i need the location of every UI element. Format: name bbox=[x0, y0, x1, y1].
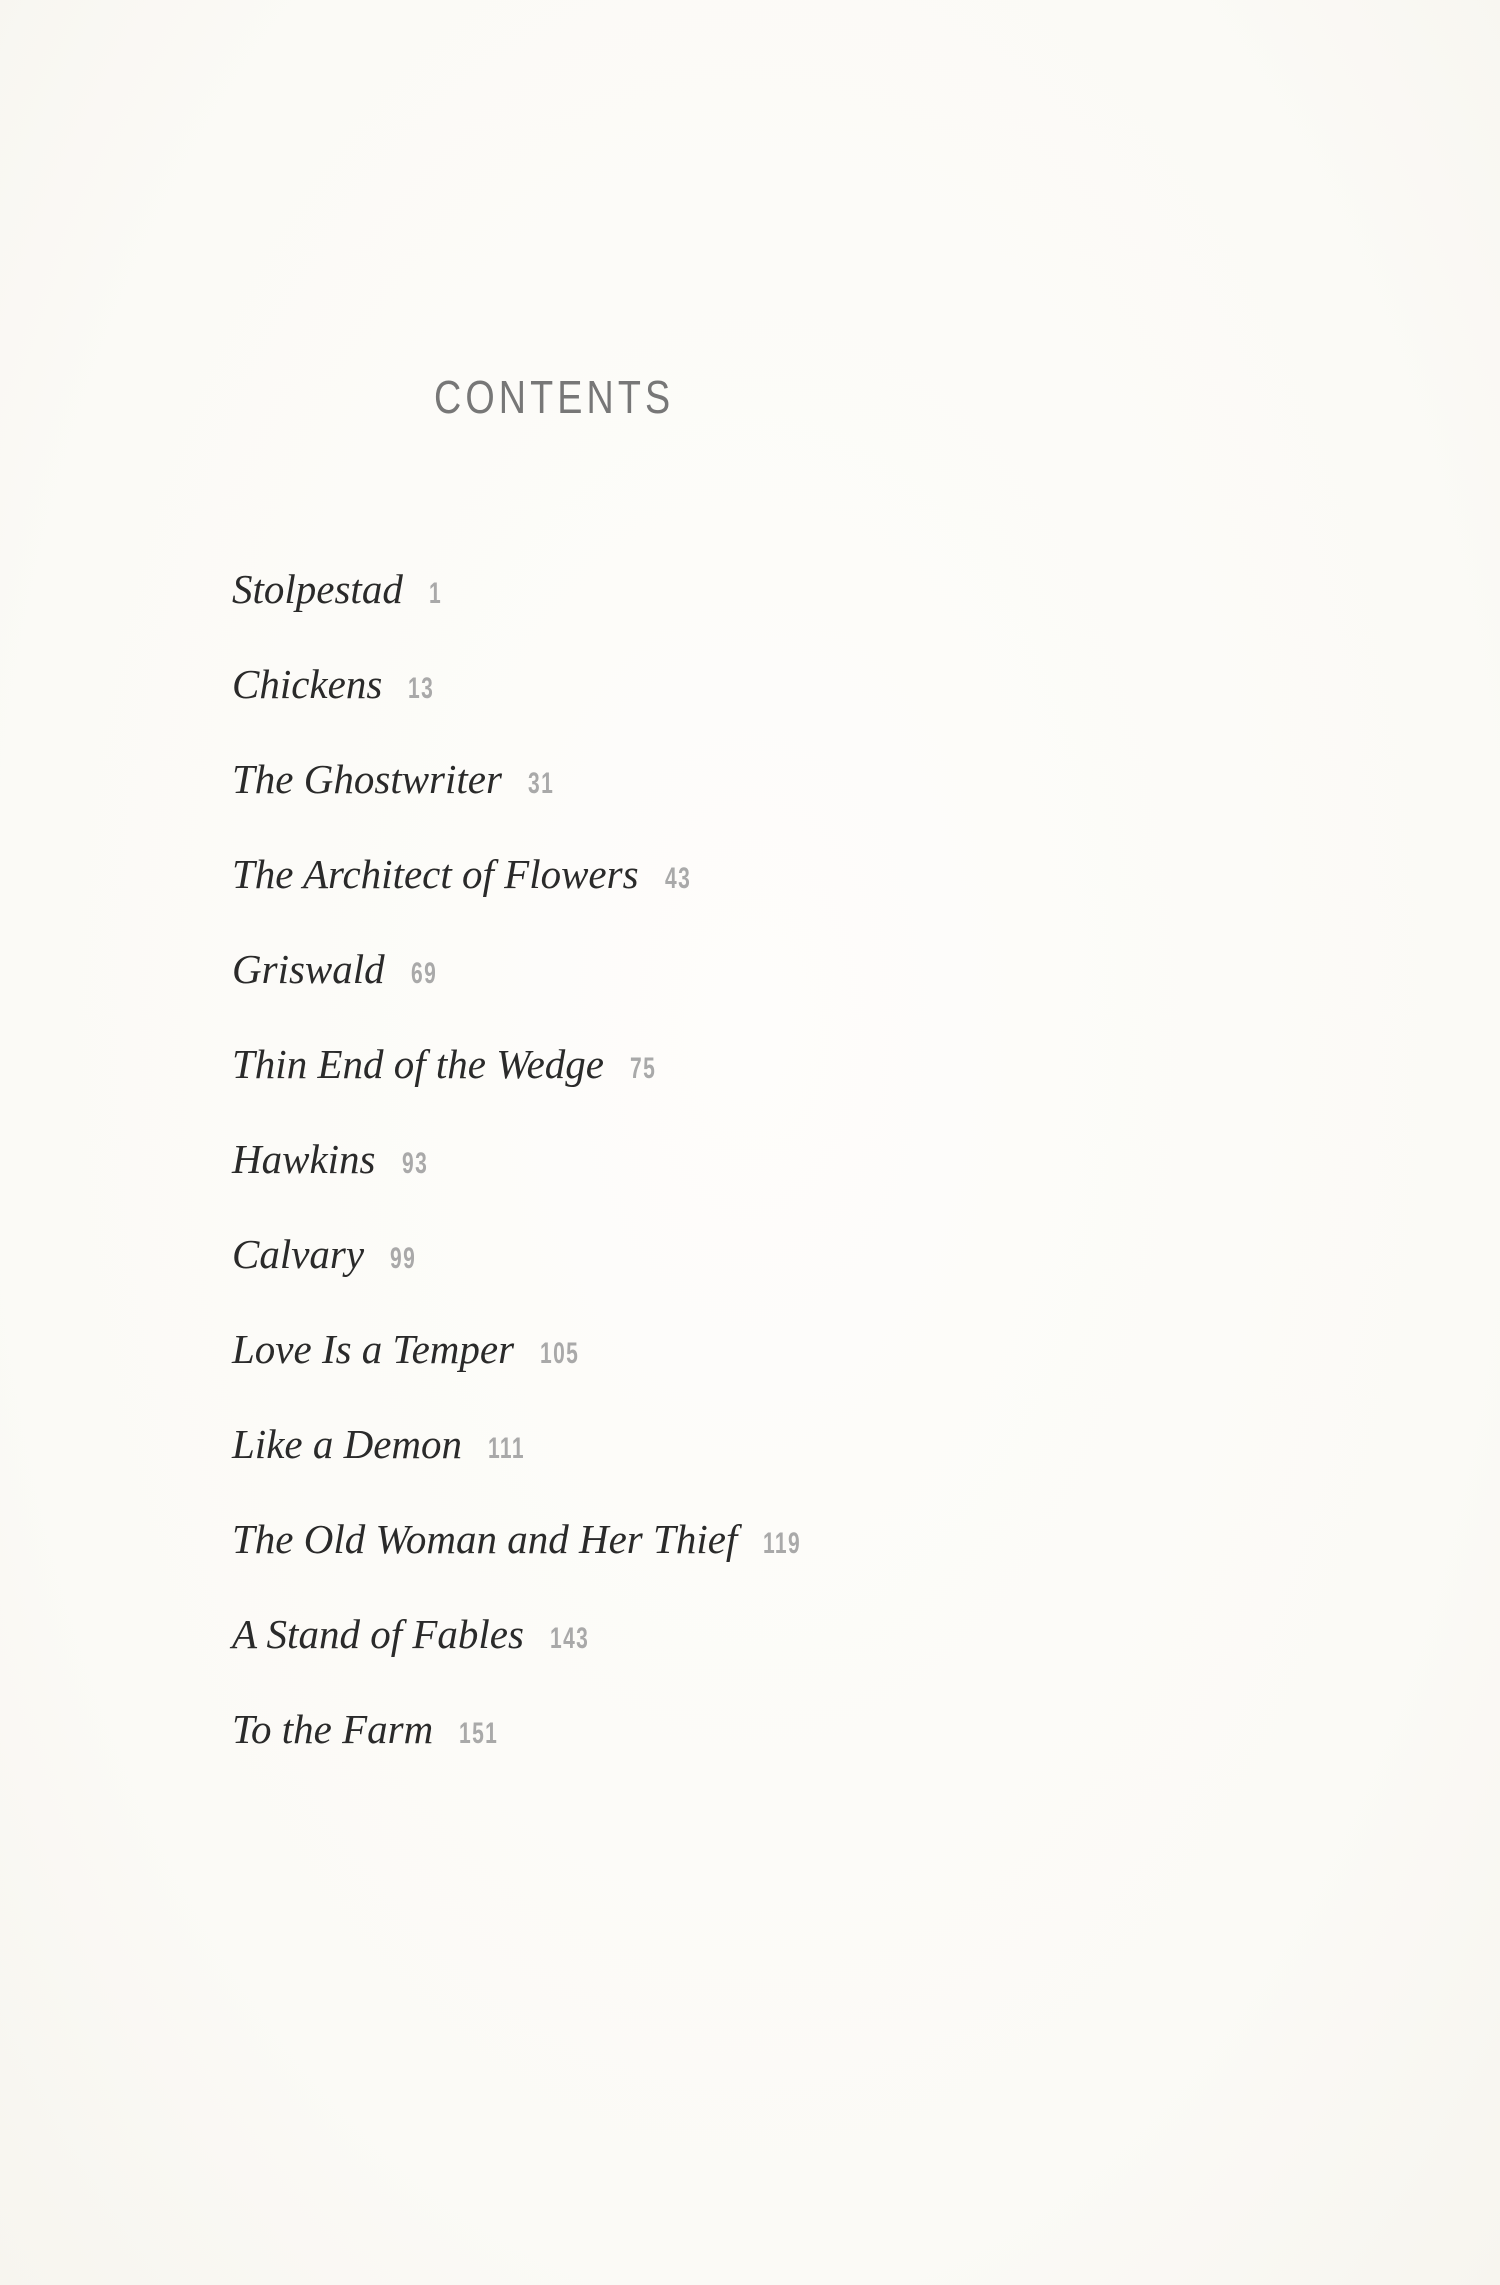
toc-entry-page: 99 bbox=[390, 1242, 417, 1275]
toc-entry-page: 143 bbox=[549, 1622, 590, 1655]
toc-entry bbox=[232, 1135, 818, 1230]
toc-entry bbox=[232, 660, 818, 755]
toc-entry bbox=[232, 1420, 818, 1515]
toc-entry-page: 13 bbox=[408, 672, 435, 705]
toc-entry-page: 119 bbox=[763, 1527, 802, 1560]
toc-entry-title: The Old Woman and Her Thief bbox=[232, 1516, 738, 1562]
toc-entry-title: To the Farm bbox=[232, 1706, 434, 1752]
toc-entry bbox=[232, 1325, 818, 1420]
toc-entry-page: 93 bbox=[401, 1147, 428, 1180]
toc-entry-title: The Ghostwriter bbox=[232, 756, 502, 802]
toc-entry-title: Stolpestad bbox=[232, 566, 403, 612]
toc-entry bbox=[232, 945, 818, 1040]
toc-entry bbox=[232, 850, 818, 945]
toc-entry-page: 43 bbox=[664, 862, 691, 895]
table-of-contents bbox=[232, 565, 818, 1800]
toc-entry-page: 1 bbox=[428, 577, 442, 610]
toc-entry-title: A Stand of Fables bbox=[232, 1611, 524, 1657]
toc-entry-title: Thin End of the Wedge bbox=[232, 1041, 605, 1087]
toc-entry bbox=[232, 565, 818, 660]
toc-entry-title: Chickens bbox=[232, 661, 383, 707]
toc-entry-title: Love Is a Temper bbox=[232, 1326, 515, 1372]
toc-entry bbox=[232, 1515, 818, 1610]
toc-entry-title: Like a Demon bbox=[232, 1421, 463, 1467]
toc-entry-title: Griswald bbox=[232, 946, 385, 992]
contents-heading: CONTENTS bbox=[434, 371, 675, 423]
toc-entry-title: The Architect of Flowers bbox=[232, 851, 639, 897]
toc-entry bbox=[232, 755, 818, 850]
toc-entry bbox=[232, 1610, 818, 1705]
toc-entry-title: Calvary bbox=[232, 1231, 365, 1277]
toc-entry bbox=[232, 1040, 818, 1135]
toc-entry-page: 31 bbox=[527, 767, 555, 800]
toc-entry-page: 105 bbox=[540, 1337, 580, 1370]
toc-entry bbox=[232, 1705, 818, 1800]
toc-entry-title: Hawkins bbox=[232, 1136, 376, 1182]
toc-entry-page: 151 bbox=[459, 1717, 499, 1750]
toc-entry bbox=[232, 1230, 818, 1325]
toc-entry-page: 69 bbox=[410, 957, 437, 990]
toc-entry-page: 75 bbox=[630, 1052, 657, 1085]
toc-entry-page: 111 bbox=[488, 1432, 525, 1465]
